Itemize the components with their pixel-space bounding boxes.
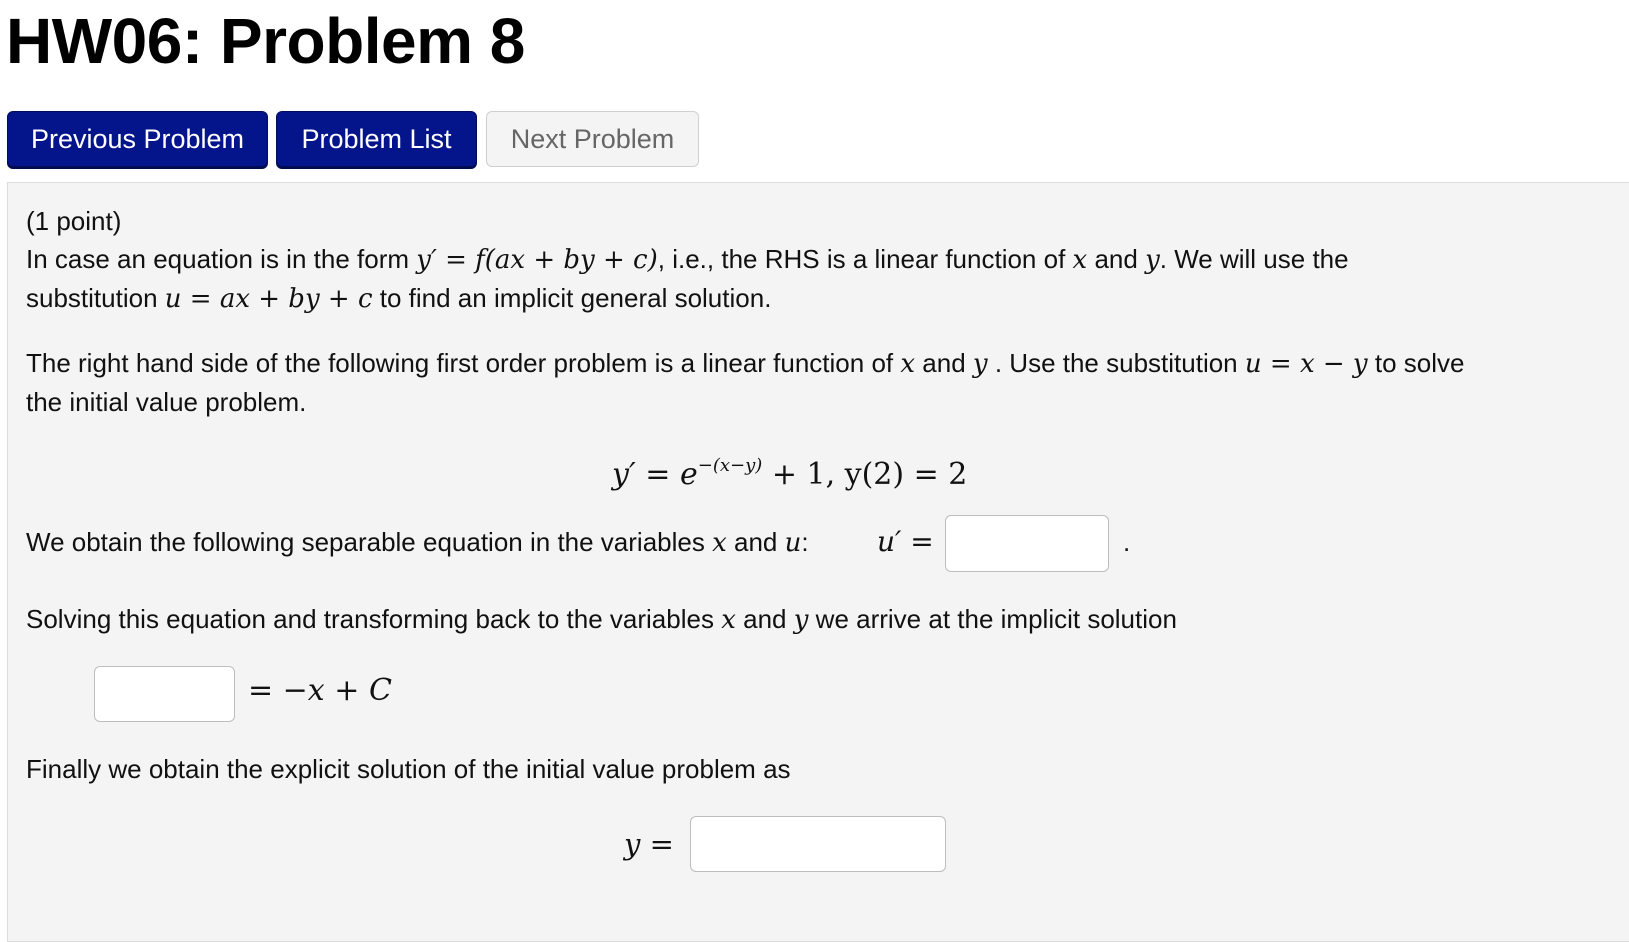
rhs-text-2: . Use the substitution bbox=[994, 348, 1238, 378]
var-x: x bbox=[721, 605, 736, 635]
intro-form-math: y′ = f(ax + by + c) bbox=[416, 245, 658, 275]
var-y: y bbox=[972, 349, 988, 379]
intro-text-2: , i.e., the RHS is a linear function of bbox=[657, 244, 1066, 274]
var-x: x bbox=[1072, 245, 1088, 275]
separable-lhs: u′ = bbox=[877, 525, 934, 558]
rhs-sub-math: u = x − y bbox=[1244, 349, 1368, 379]
page-title: HW06: Problem 8 bbox=[6, 5, 525, 77]
rhs-text-1: The right hand side of the following first order problem is a linear function of bbox=[26, 348, 894, 378]
solving-and: and bbox=[743, 604, 787, 634]
finally-text: Finally we obtain the explicit solution of the initial value problem as bbox=[26, 754, 791, 784]
separable-and: and bbox=[734, 527, 778, 557]
intro-and: and bbox=[1094, 244, 1138, 274]
rhs-text-4: the initial value problem. bbox=[26, 387, 307, 417]
intro-line-1 bbox=[26, 240, 1349, 279]
solving-line bbox=[26, 600, 1177, 639]
intro-text-4: substitution bbox=[26, 283, 158, 313]
implicit-answer-input[interactable] bbox=[94, 666, 235, 722]
separable-line bbox=[26, 523, 809, 562]
next-problem-button[interactable]: Next Problem bbox=[486, 111, 699, 167]
var-x: x bbox=[712, 528, 727, 558]
solving-text-1: Solving this equation and transforming back to the variables bbox=[26, 604, 714, 634]
var-y: y bbox=[793, 605, 809, 635]
separable-colon: : bbox=[801, 527, 809, 557]
problem-list-button[interactable]: Problem List bbox=[276, 111, 477, 167]
points-label: (1 point) bbox=[26, 206, 122, 236]
rhs-text-3: to solve bbox=[1374, 348, 1465, 378]
intro-text-3: . We will use the bbox=[1159, 244, 1349, 274]
separable-period: . bbox=[1123, 527, 1131, 557]
explicit-answer-input[interactable] bbox=[690, 816, 946, 872]
explicit-lhs: y = bbox=[624, 827, 674, 861]
equation-rhs: + 1, y(2) = 2 bbox=[771, 457, 968, 492]
implicit-rhs: = −x + C bbox=[248, 673, 392, 708]
solving-text-2: we arrive at the implicit solution bbox=[815, 604, 1177, 634]
separable-text-1: We obtain the following separable equation in the variables bbox=[26, 527, 705, 557]
separable-answer-input[interactable] bbox=[945, 515, 1109, 572]
previous-problem-button[interactable]: Previous Problem bbox=[7, 111, 268, 167]
intro-text-5: to find an implicit general solution. bbox=[379, 283, 772, 313]
intro-text-1: In case an equation is in the form bbox=[26, 244, 410, 274]
equation-exponent: −(x−y) bbox=[697, 455, 763, 476]
var-u: u bbox=[784, 528, 802, 558]
rhs-and: and bbox=[922, 348, 966, 378]
ivp-equation bbox=[612, 449, 967, 494]
var-x: x bbox=[900, 349, 916, 379]
var-y: y bbox=[1145, 245, 1160, 275]
rhs-line-1 bbox=[26, 344, 1464, 383]
equation-lhs: y′ = e bbox=[612, 457, 698, 492]
intro-line-2 bbox=[26, 279, 771, 318]
intro-sub-math: u = ax + by + c bbox=[164, 284, 373, 314]
